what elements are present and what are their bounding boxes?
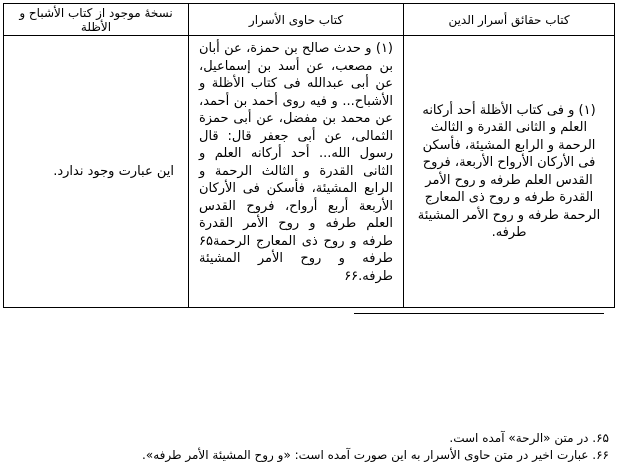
cell-ashbah — [4, 36, 188, 307]
cell-haqaiq — [404, 36, 614, 307]
header-hawi — [189, 4, 403, 36]
header-haqaiq-text: کتاب حقائق أسرار الدين — [448, 12, 570, 27]
comparison-table — [3, 3, 615, 308]
column-ashbah — [4, 4, 189, 307]
column-haqaiq — [404, 4, 614, 307]
header-haqaiq — [404, 4, 614, 36]
cell-hawi-text: (۱) و حدث صالح بن حمزة، عن أبان بن مصعب، عن أسد بن إسماعیل، عن أبی عبدالله فی کتاب الأظلة و الأشباح... و فیه روی أحمد بن أحمد، عن محمد بن مفضل، عن أبی حمزة الثمالی، عن أبی جعفر قال: قال رسول الله... أحد أرکانه العلم و الثانی القدرة و الثالث الرحمة و الرابع المشیئة، فأسکن فی الأرکان الأربعة أربع أرواح، فروح القدس العلم طرفه و روح الأمر القدرة طرفه و روح ذی المعارج الرحمة۶۵ طرفه و روح الأمر المشیئة طرفه.۶۶ — [199, 41, 393, 284]
footnote-65: ۶۵. در متن «الرحة» آمده است. — [449, 431, 609, 445]
footnote-separator — [354, 313, 604, 314]
header-hawi-text: کتاب حاوی الأسرار — [248, 12, 344, 27]
footnote-66: ۶۶. عبارت اخیر در متن حاوی الأسرار به این صورت آمده است: «و روح المشیئة الأمر طرفه». — [142, 448, 609, 462]
column-hawi — [189, 4, 404, 307]
header-ashbah-text: نسخهٔ موجود از کتاب الأشباح و الأظلة — [19, 6, 173, 34]
cell-ashbah-text: این عبارت وجود ندارد. — [53, 163, 174, 179]
cell-hawi — [189, 36, 403, 307]
footnotes — [9, 430, 609, 464]
header-ashbah — [4, 4, 188, 36]
cell-haqaiq-text: (۱) و فی کتاب الأظلة أحد أرکانه العلم و الثانی القدرة و الثالث الرحمة و الرابع المشیئة، فأسکن فی الأرکان الأرواح الأربعة، فروح القدس العلم طرفه و روح الأمر القدرة طرفه و روح ذی المعارج الرحمة طرفه و روح الأمر المشیئة طرفه. — [417, 102, 601, 240]
